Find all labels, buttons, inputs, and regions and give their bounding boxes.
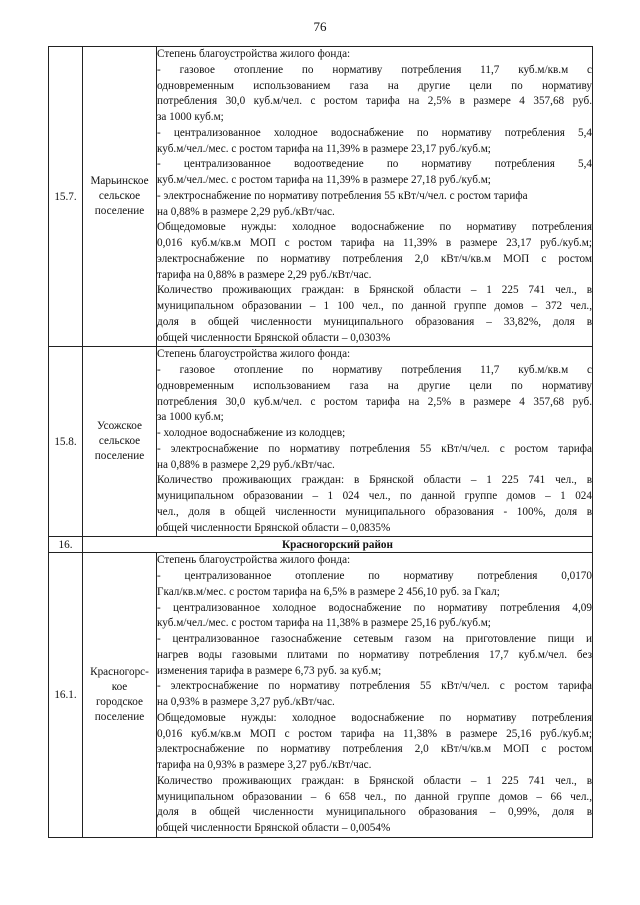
- description-line: - газовое отопление по нормативу потребления 11,7 куб.м/кв.м с: [157, 364, 592, 376]
- section-title: Красногорский район: [83, 537, 593, 553]
- description-line: Общедомовые нужды: холодное водоснабжение по нормативу потребления: [157, 711, 592, 724]
- description-line: - централизованное газоснабжение сетевым газом на приготовление пищи и: [157, 633, 592, 645]
- description-line: куб.м/чел./мес. с ростом тарифа на 11,39% в размере 27,18 руб./куб.м;: [157, 174, 491, 186]
- description-line: Количество проживающих граждан: в Брянской области – 1 225 741 чел., в: [157, 284, 592, 297]
- municipality-name: [83, 347, 157, 537]
- description-line: Общедомовые нужды: холодное водоснабжение по нормативу потребления: [157, 221, 592, 234]
- description-line: нагрев воды газовыми плитами по нормативу потребления 17,7 куб.м/чел. без: [157, 648, 592, 661]
- description-line: на 0,93% в размере 3,27 руб./кВт/час.: [157, 696, 335, 708]
- description-line: - централизованное водоотведение по нормативу потребления 5,4: [157, 158, 592, 171]
- description-line: за 1000 куб.м;: [157, 111, 224, 123]
- municipality-name-line: поселение: [94, 450, 145, 463]
- description-line: общей численности Брянской области – 0,0303%: [157, 331, 391, 344]
- municipality-name-line: Усожское: [97, 420, 142, 433]
- description-line: - холодное водоснабжение из колодцев;: [157, 427, 346, 439]
- description-line: муниципальном образовании – 1 100 чел., по данной группе домов – 372 чел.,: [157, 300, 592, 312]
- description-line: потребления 30,0 куб.м/чел. с ростом тарифа на 2,5% в размере 4 357,68 руб.: [157, 395, 592, 408]
- municipality-name-line: Красногорс-: [90, 666, 149, 678]
- description-line: доля в общей численности муниципального образования – 0,99%, доля в: [157, 806, 592, 819]
- row-number: 15.7.: [49, 47, 83, 347]
- description-line: Гкал/кв.м/мес. с ростом тарифа на 6,5% в размере 2 456,10 руб. за Гкал;: [157, 585, 500, 598]
- section-header-row: [49, 537, 593, 553]
- description-line: на 0,88% в размере 2,29 руб./кВт/час.: [157, 205, 335, 218]
- table-row: [49, 553, 593, 838]
- municipality-name-line: сельское: [98, 190, 141, 203]
- page-number: 76: [313, 19, 327, 34]
- description-line: Количество проживающих граждан: в Брянской области – 1 225 741 чел., в: [157, 474, 592, 487]
- description-line: - газовое отопление по нормативу потребления 11,7 куб.м/кв.м с: [157, 63, 592, 76]
- description-line: - централизованное отопление по нормативу потребления 0,0170: [157, 570, 592, 582]
- housing-description: [157, 47, 593, 347]
- description-line: - электроснабжение по нормативу потребления 55 кВт/ч/чел. с ростом тарифа: [157, 680, 592, 693]
- municipality-name-line: поселение: [94, 205, 145, 218]
- description-line: тарифа на 0,93% в размере 3,27 руб./кВт/час.: [157, 759, 372, 771]
- row-number: 16.1.: [49, 553, 83, 838]
- municipality-name-line: городское: [96, 696, 143, 708]
- description-line: 0,016 куб.м/кв.м МОП с ростом тарифа на 11,38% в размере 25,16 руб./куб.м;: [157, 727, 592, 740]
- description-line: электроснабжение по нормативу потребления 2,0 кВт/ч/кв.м МОП с ростом: [157, 252, 592, 265]
- description-line: Степень благоустройства жилого фонда:: [157, 554, 351, 567]
- description-line: Количество проживающих граждан: в Брянской области – 1 225 741 чел., в: [157, 774, 592, 787]
- section-number: 16.: [49, 537, 83, 553]
- municipality-name-line: кое: [111, 681, 128, 693]
- housing-table: [48, 46, 593, 838]
- description-line: куб.м/чел./мес. с ростом тарифа на 11,39% в размере 23,17 руб./куб.м;: [157, 142, 491, 155]
- description-line: общей численности Брянской области – 0,0054%: [157, 822, 391, 834]
- description-line: чел., доля в общей численности муниципального образования - 100%, доля в: [157, 505, 592, 518]
- housing-description: [157, 347, 593, 537]
- description-line: Степень благоустройства жилого фонда:: [157, 48, 351, 60]
- municipality-name-line: Марьинское: [90, 175, 149, 188]
- description-line: одновременным использованием газа на другие цели по нормативу: [157, 379, 592, 392]
- description-line: электроснабжение по нормативу потребления 2,0 кВт/ч/кв.м МОП с ростом: [157, 743, 592, 756]
- description-line: - электроснабжение по нормативу потребления 55 кВт/ч/чел. с ростом тарифа: [157, 189, 528, 202]
- municipality-name: [83, 47, 157, 347]
- description-line: - централизованное холодное водоснабжение по нормативу потребления 5,4: [157, 126, 592, 139]
- description-line: тарифа на 0,88% в размере 2,29 руб./кВт/час.: [157, 268, 372, 281]
- description-line: доля в общей численности муниципального образования – 33,82%, доля в: [157, 315, 592, 328]
- description-line: Степень благоустройства жилого фонда:: [157, 348, 351, 361]
- description-line: одновременным использованием газа на другие цели по нормативу: [157, 79, 592, 92]
- municipality-name-line: сельское: [98, 435, 141, 448]
- description-line: потребления 30,0 куб.м/чел. с ростом тарифа на 2,5% в размере 4 357,68 руб.: [157, 95, 592, 108]
- row-number: 15.8.: [49, 347, 83, 537]
- description-line: муниципальном образовании – 1 024 чел., по данной группе домов – 1 024: [157, 490, 592, 502]
- description-line: куб.м/чел./мес. с ростом тарифа на 11,38% в размере 25,16 руб./куб.м;: [157, 617, 491, 630]
- housing-description: [157, 553, 593, 838]
- municipality-name: [83, 553, 157, 838]
- description-line: - электроснабжение по нормативу потребления 55 кВт/ч/чел. с ростом тарифа: [157, 442, 592, 455]
- table-row: [49, 347, 593, 537]
- description-line: муниципальном образовании – 6 658 чел., по данной группе домов – 66 чел.,: [157, 790, 592, 803]
- municipality-name-line: поселение: [94, 711, 145, 723]
- table-row: [49, 47, 593, 347]
- description-line: изменения тарифа в размере 6,73 руб. за куб.м;: [157, 664, 382, 677]
- description-line: общей численности Брянской области – 0,0835%: [157, 521, 391, 534]
- description-line: за 1000 куб.м;: [157, 411, 224, 424]
- description-line: - централизованное холодное водоснабжение по нормативу потребления 4,09: [157, 601, 592, 614]
- description-line: 0,016 куб.м/кв.м МОП с ростом тарифа на 11,39% в размере 23,17 руб./куб.м;: [157, 237, 592, 249]
- description-line: на 0,88% в размере 2,29 руб./кВт/час.: [157, 458, 335, 471]
